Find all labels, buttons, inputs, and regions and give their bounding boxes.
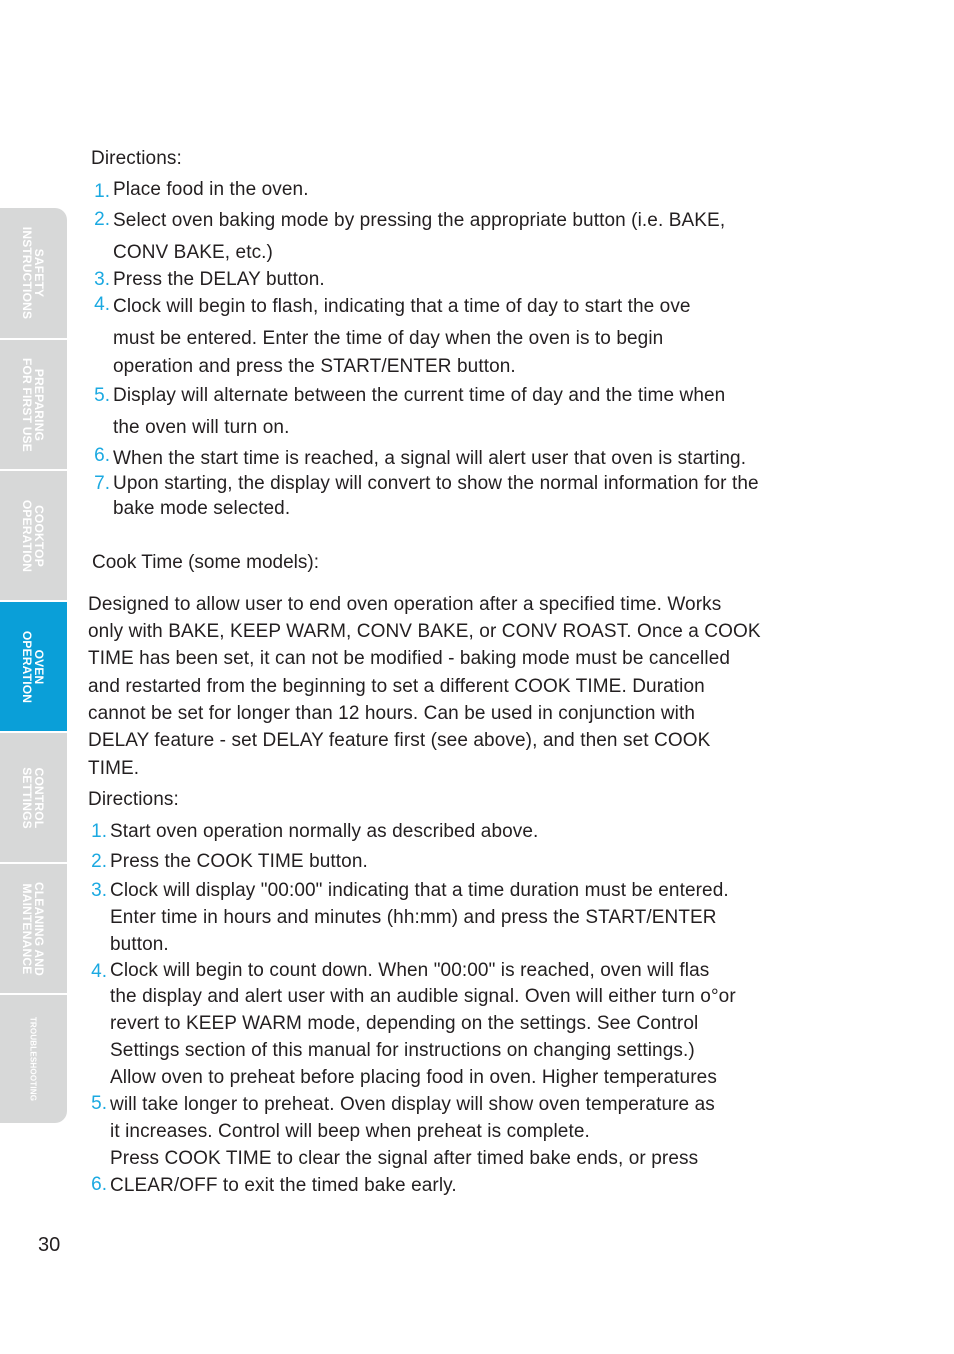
step-number: 2. (94, 209, 110, 230)
sidebar-tab-label: CONTROL SETTINGS (20, 766, 46, 829)
step-text: Clock will display "00:00" indicating that a time duration must be entered. (110, 880, 729, 901)
sidebar-tab-troubleshooting[interactable] (0, 995, 67, 1123)
step-text: revert to KEEP WARM mode, depending on the settings. See Control (110, 1013, 699, 1034)
step-text: Place food in the oven. (113, 179, 309, 200)
sidebar-tab-label: PREPARING FOR FIRST USE (20, 357, 46, 452)
directions-label: Directions: (88, 789, 179, 810)
step-text: the display and alert user with an audible signal. Oven will either turn o°or (110, 986, 736, 1007)
step-text: Display will alternate between the current time of day and the time when (113, 385, 726, 406)
step-text: CONV BAKE, etc.) (113, 242, 273, 263)
sidebar-tab-cleaning[interactable] (0, 864, 67, 993)
step-text: Clock will begin to flash, indicating that a time of day to start the ove (113, 296, 691, 317)
sidebar-tab-safety[interactable] (0, 208, 67, 338)
step-text: operation and press the START/ENTER button. (113, 356, 516, 377)
step-number: 1. (91, 821, 107, 842)
sidebar-tab-label: SAFETY INSTRUCTIONS (20, 226, 46, 320)
paragraph-line: Designed to allow user to end oven operation after a specified time. Works (88, 594, 722, 615)
directions-label: Directions: (91, 148, 182, 169)
step-text: bake mode selected. (113, 498, 291, 519)
step-number: 3. (91, 880, 107, 901)
step-text: it increases. Control will beep when preheat is complete. (110, 1121, 590, 1142)
sidebar-tab-preparing[interactable] (0, 340, 67, 469)
step-text: Select oven baking mode by pressing the appropriate button (i.e. BAKE, (113, 210, 726, 231)
sidebar-tab-label: COOKTOP OPERATION (20, 499, 46, 572)
paragraph-line: TIME. (88, 758, 140, 779)
step-text: Clock will begin to count down. When "00:00" is reached, oven will flas (110, 960, 710, 981)
step-number: 6. (94, 445, 110, 466)
step-number: 6. (91, 1174, 107, 1195)
step-number: 4. (94, 294, 110, 315)
step-number: 5. (94, 385, 110, 406)
step-number: 1. (94, 181, 110, 202)
step-text: Allow oven to preheat before placing food in oven. Higher temperatures (110, 1067, 717, 1088)
step-text: button. (110, 934, 169, 955)
step-text: Settings section of this manual for instructions on changing settings.) (110, 1040, 695, 1061)
paragraph-line: only with BAKE, KEEP WARM, CONV BAKE, or CONV ROAST. Once a COOK (88, 621, 761, 642)
sidebar-tab-control[interactable] (0, 733, 67, 862)
step-number: 7. (94, 473, 110, 494)
sidebar-tab-cooktop[interactable] (0, 471, 67, 600)
step-text: When the start time is reached, a signal will alert user that oven is starting. (113, 448, 747, 469)
page-number: 30 (38, 1234, 61, 1256)
step-number: 2. (91, 851, 107, 872)
paragraph-line: cannot be set for longer than 12 hours. Can be used in conjunction with (88, 703, 696, 724)
step-text: the oven will turn on. (113, 417, 290, 438)
sidebar-tab-oven[interactable] (0, 602, 67, 731)
step-text: CLEAR/OFF to exit the timed bake early. (110, 1175, 457, 1196)
sidebar-tab-label: CLEANING AND MAINTENANCE (20, 881, 46, 976)
step-text: Press COOK TIME to clear the signal after timed bake ends, or press (110, 1148, 699, 1169)
step-text: Press the DELAY button. (113, 269, 325, 290)
step-text: Start oven operation normally as described above. (110, 821, 539, 842)
step-text: Enter time in hours and minutes (hh:mm) and press the START/ENTER (110, 907, 717, 928)
step-text: must be entered. Enter the time of day when the oven is to begin (113, 328, 664, 349)
sidebar-tab-label: TROUBLESHOOTING (28, 1016, 38, 1102)
section-heading: Cook Time (some models): (92, 552, 320, 573)
step-text: Press the COOK TIME button. (110, 851, 368, 872)
step-number: 5. (91, 1093, 107, 1114)
paragraph-line: and restarted from the beginning to set a different COOK TIME. Duration (88, 676, 705, 697)
paragraph-line: TIME has been set, it can not be modified - baking mode must be cancelled (88, 648, 731, 669)
step-text: will take longer to preheat. Oven display will show oven temperature as (110, 1094, 715, 1115)
step-number: 4. (91, 961, 107, 982)
paragraph-line: DELAY feature - set DELAY feature first (see above), and then set COOK (88, 730, 711, 751)
step-number: 3. (94, 269, 110, 290)
sidebar-tab-label: OVEN OPERATION (20, 630, 46, 703)
step-text: Upon starting, the display will convert to show the normal information for the (113, 473, 759, 494)
